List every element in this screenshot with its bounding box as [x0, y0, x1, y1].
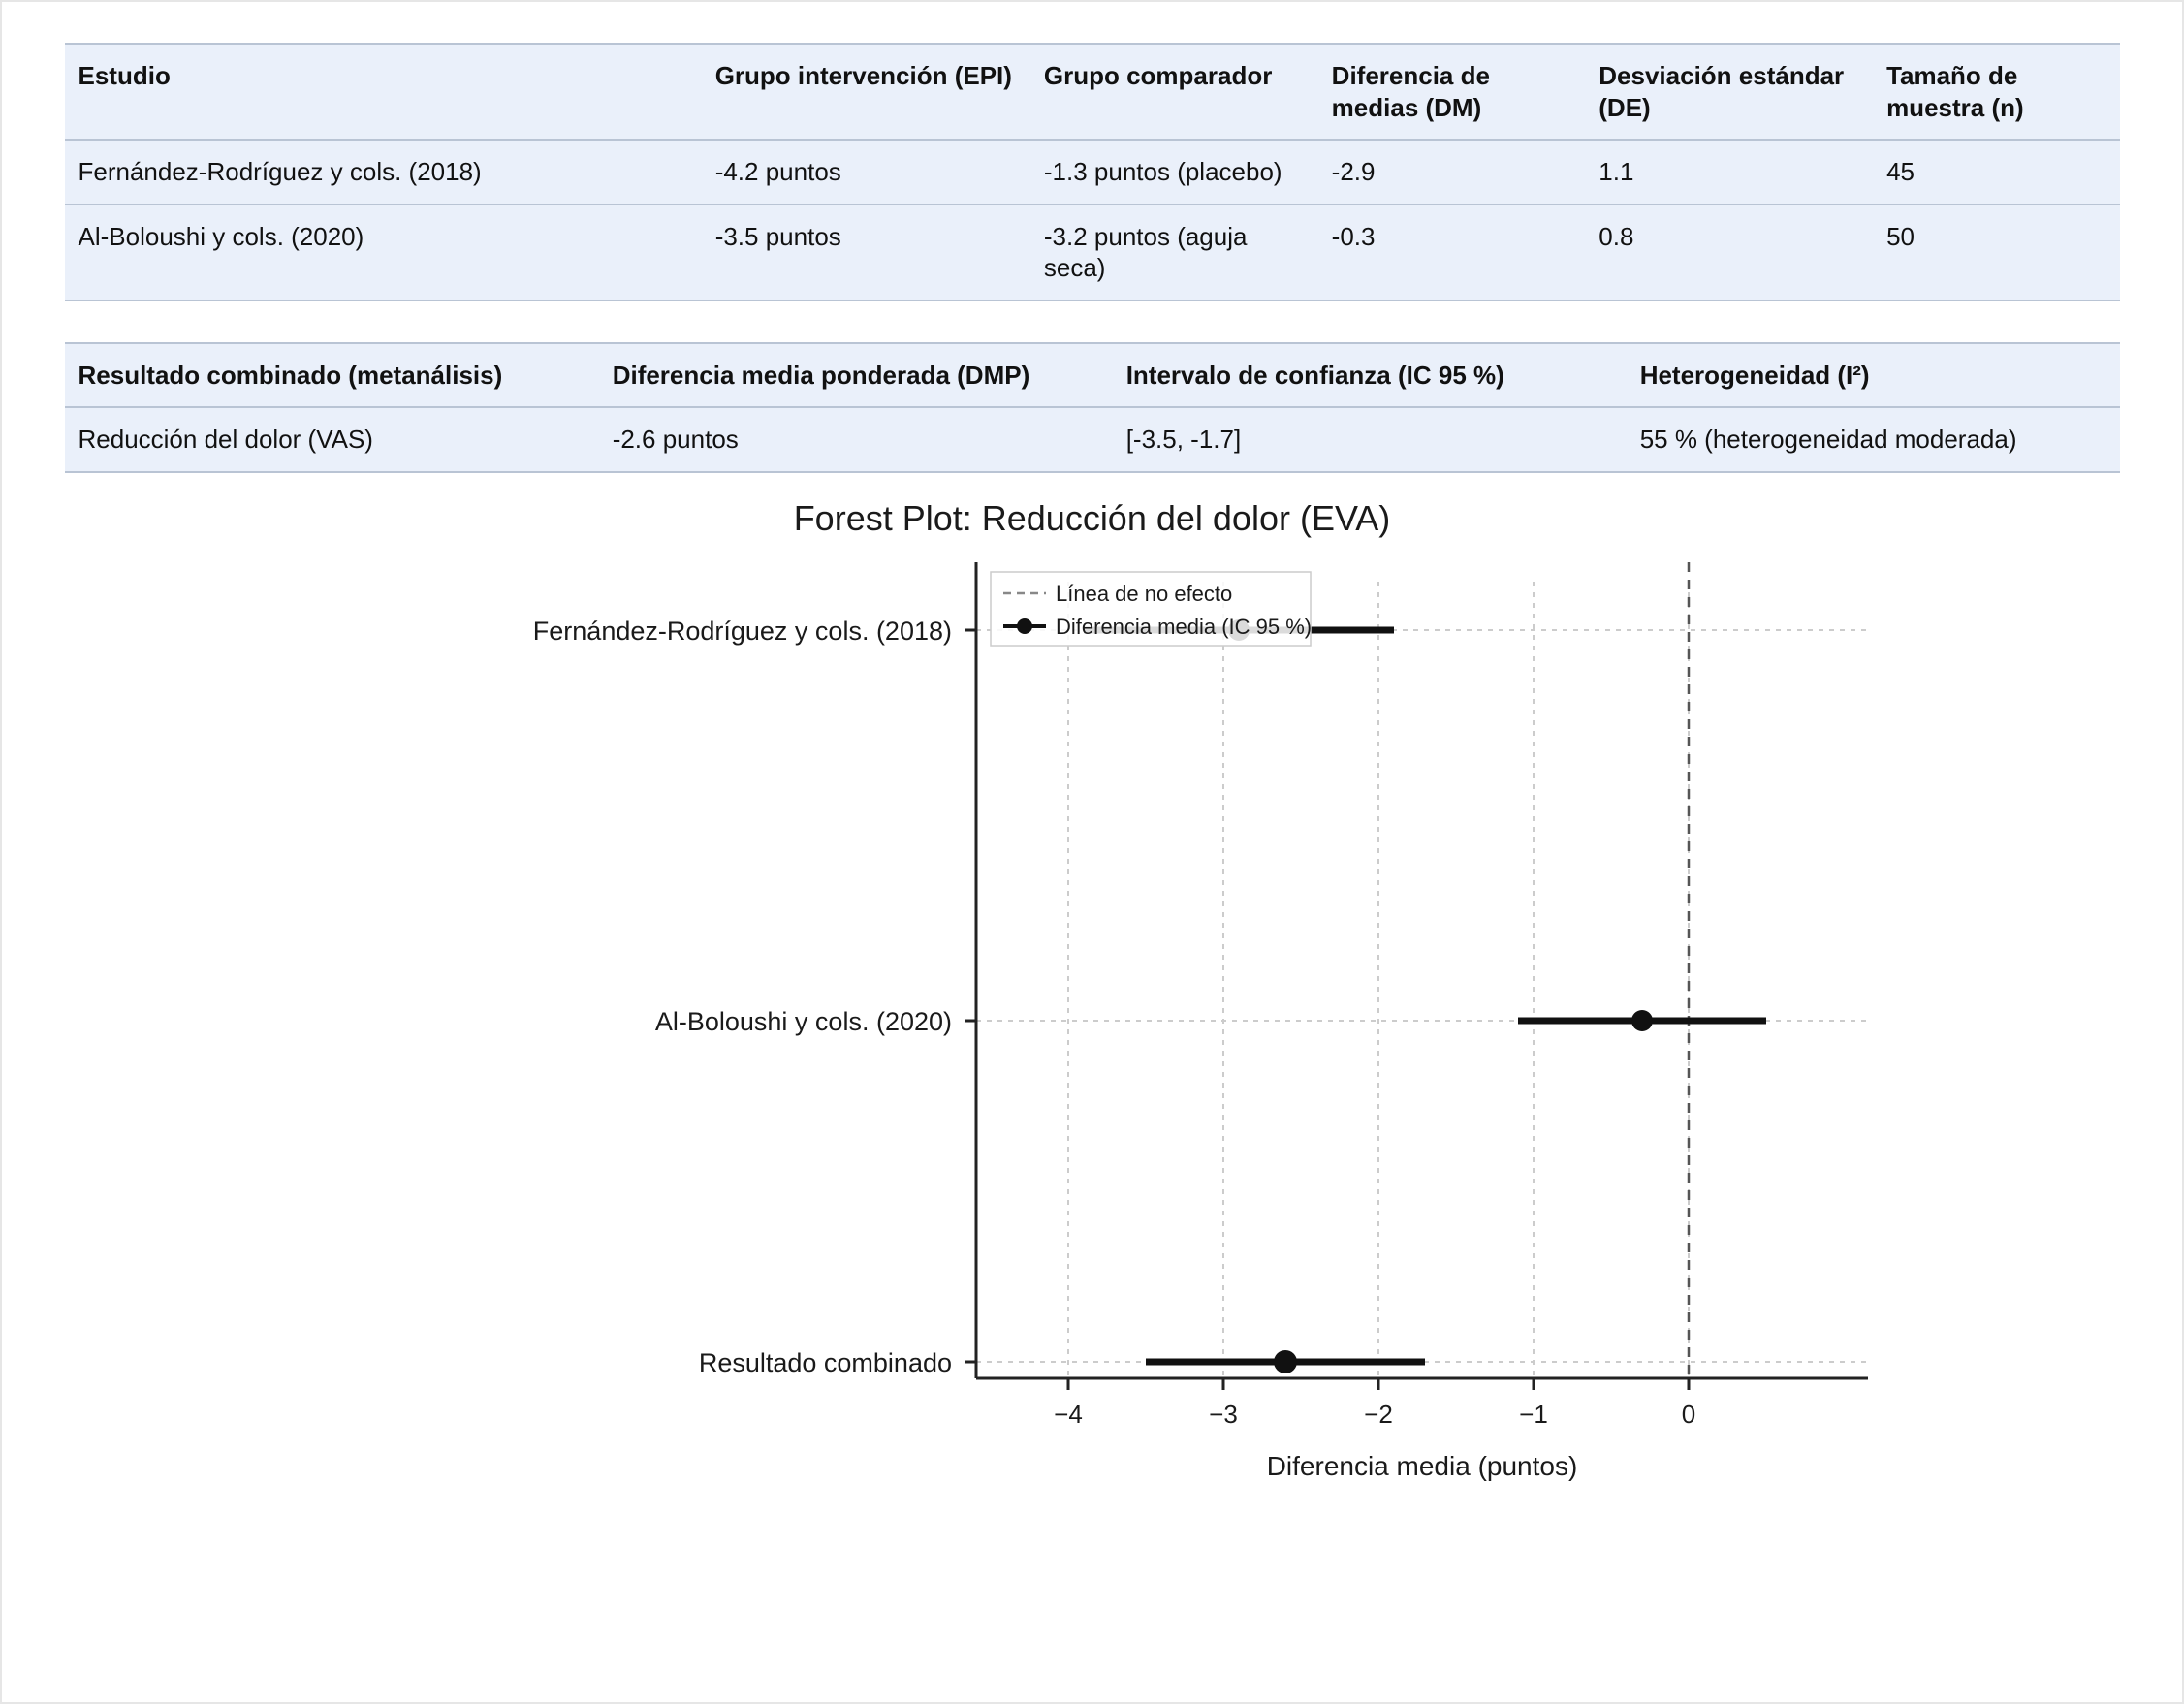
cell-estudio: Al-Boloushi y cols. (2020) [78, 221, 364, 251]
legend-swatch-mean-diff-marker [1017, 618, 1032, 634]
col-header-heterogeneidad: Heterogeneidad (I²) [1627, 343, 2120, 408]
cell-comparador: -3.2 puntos (aguja seca) [1043, 221, 1248, 282]
effect-row-2 [1518, 1010, 1766, 1031]
table-row [65, 205, 2120, 300]
col-header-n: Tamaño de muestra (n) [1873, 44, 2119, 140]
chart-title: Forest Plot: Reducción del dolor (EVA) [793, 497, 1391, 538]
legend-label-mean-diff: Diferencia media (IC 95 %) [1055, 614, 1312, 639]
cell-estudio: Fernández-Rodríguez y cols. (2018) [78, 157, 482, 186]
x-tick-label: 0 [1681, 1399, 1695, 1429]
grid-vertical [1068, 582, 1689, 1376]
study-label-1: Fernández-Rodríguez y cols. (2018) [532, 615, 952, 646]
table-row [65, 140, 2120, 205]
cell-n: 50 [1886, 221, 1915, 251]
cell-intervencion: -3.5 puntos [714, 221, 841, 251]
forest-plot [65, 498, 2120, 1506]
cell-intervencion: -4.2 puntos [714, 157, 841, 186]
col-header-ic: Intervalo de confianza (IC 95 %) [1113, 343, 1627, 408]
x-tick-label: −1 [1518, 1399, 1548, 1429]
content [65, 43, 2120, 1506]
chart-legend [991, 572, 1312, 646]
col-header-resultado: Resultado combinado (metanálisis) [65, 343, 599, 408]
cell-ic: [-3.5, -1.7] [1125, 425, 1242, 454]
studies-table [65, 43, 2120, 301]
cell-heterogeneidad: 55 % (heterogeneidad moderada) [1639, 425, 2017, 454]
x-tick-label: −3 [1208, 1399, 1238, 1429]
table-header-row [65, 44, 2120, 140]
col-header-estudio: Estudio [65, 44, 702, 140]
col-header-de: Desviación estándar (DE) [1585, 44, 1873, 140]
grid-horizontal [976, 630, 1868, 1362]
col-header-intervencion: Grupo intervención (EPI) [702, 44, 1030, 140]
cell-dmp: -2.6 puntos [612, 425, 739, 454]
x-tick-label: −4 [1053, 1399, 1083, 1429]
study-label-3: Resultado combinado [698, 1347, 952, 1377]
cell-dm: -0.3 [1331, 221, 1376, 251]
col-header-dm: Diferencia de medias (DM) [1318, 44, 1586, 140]
pooled-results-table [65, 342, 2120, 473]
cell-de: 0.8 [1598, 221, 1634, 251]
cell-de: 1.1 [1598, 157, 1634, 186]
x-ticks [1054, 1378, 1695, 1429]
col-header-comparador: Grupo comparador [1030, 44, 1318, 140]
legend-label-no-effect: Línea de no efecto [1055, 581, 1232, 606]
y-ticks [965, 630, 976, 1362]
cell-resultado: Reducción del dolor (VAS) [78, 425, 373, 454]
forest-plot-svg [123, 543, 2062, 1493]
x-axis-label: Diferencia media (puntos) [1266, 1450, 1577, 1481]
x-tick-label: −2 [1363, 1399, 1393, 1429]
cell-n: 45 [1886, 157, 1915, 186]
table-row [65, 407, 2120, 472]
table-header-row [65, 343, 2120, 408]
col-header-dmp: Diferencia media ponderada (DMP) [599, 343, 1113, 408]
cell-dm: -2.9 [1331, 157, 1376, 186]
study-label-2: Al-Boloushi y cols. (2020) [654, 1006, 952, 1036]
cell-comparador: -1.3 puntos (placebo) [1043, 157, 1282, 186]
effect-row-pooled [1146, 1350, 1425, 1373]
